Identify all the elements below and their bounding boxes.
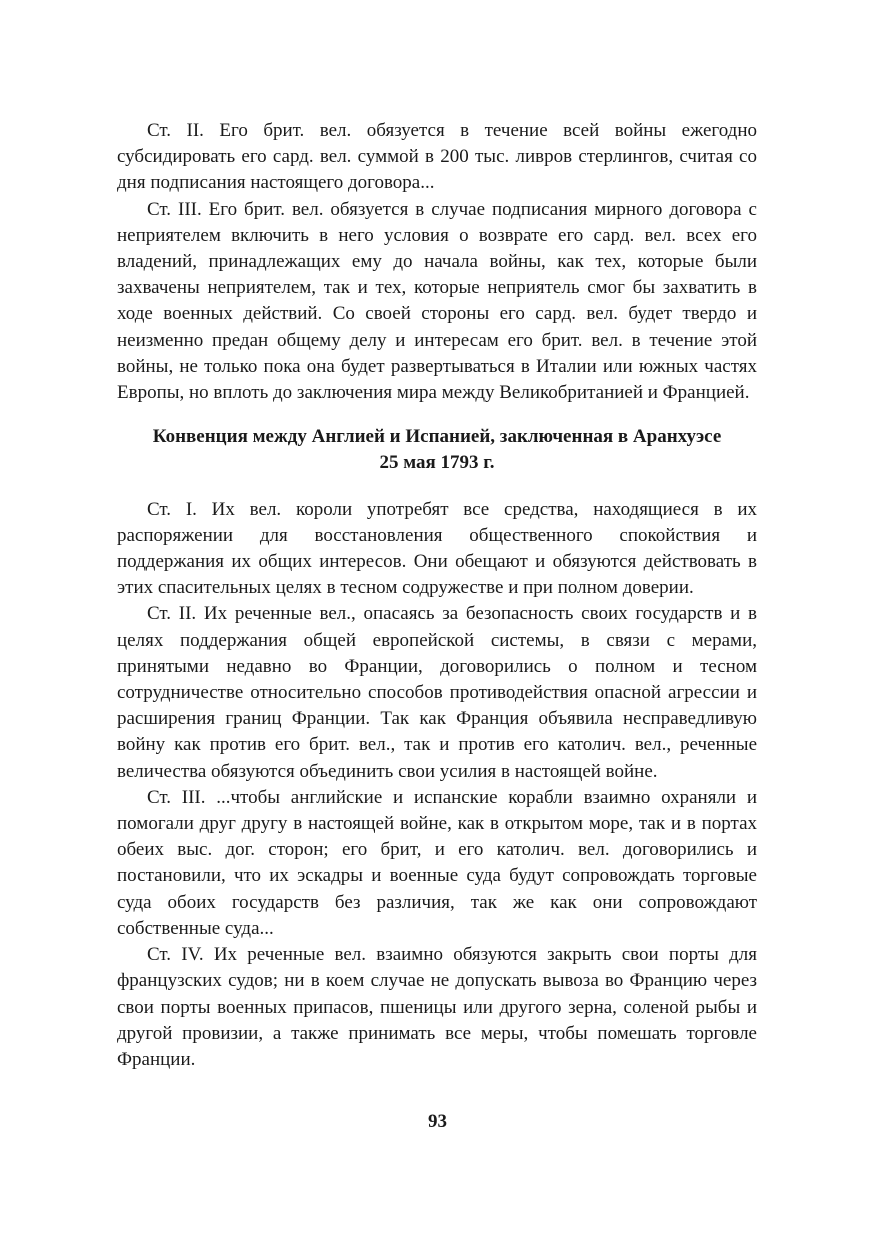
paragraph-article-3-spain: Ст. III. ...чтобы английские и испанские корабли взаимно охраняли и помогали друг другу в настоящей войне, как в открытом море, так и в портах обеих выс. дог. сторон; его брит, и его католич. вел. договорились и постановили, что их эскадры и военные суда будут сопровождать торговые суда обоих государств без различия, так же как они сопровождают собственные суда... [117, 786, 757, 939]
paragraph-article-1-spain: Ст. I. Их вел. короли употребят все средства, находящиеся в их распоряжении для восстановления общественного спокойствия и поддержания их общих интересов. Они обещают и обязуются действовать в этих спасительных целях в тесном содружестве и при полном доверии. [117, 498, 757, 599]
paragraph-article-3-sardinia: Ст. III. Его брит. вел. обязуется в случае подписания мирного договора с неприятелем включить в него условия о возврате его сард. вел. всех его владений, принадлежащих ему до начала войны, как тех, которые были захвачены неприятелем, так и тех, которые неприятель смог бы захватить в ходе военных действий. Со своей стороны его сард. вел. будет твердо и неизменно предан общему делу и интересам его брит. вел. в течение этой войны, не только пока она будет развертываться в Италии или южных частях Европы, но вплоть до заключения мира между Великобританией и Францией. [117, 198, 757, 404]
paragraph-article-4-spain: Ст. IV. Их реченные вел. взаимно обязуются закрыть свои порты для французских судов; ни в коем случае не допускать вывоза во Францию через свои порты военных припасов, пшеницы или другого зерна, соленой рыбы и другой провизии, а также принимать все меры, чтобы помешать торговле Франции. [117, 944, 757, 1070]
paragraph-article-2-sardinia: Ст. II. Его брит. вел. обязуется в течение всей войны ежегодно субсидировать его сард. вел. суммой в 200 тыс. ливров стерлингов, считая со дня подписания настоящего договора... [117, 120, 757, 194]
document-page [117, 118, 757, 1073]
heading-title: Конвенция между Англией и Испанией, заключенная в Аранхуэсе [152, 426, 722, 448]
page-number: 93 [428, 1111, 447, 1132]
paragraph-article-2-spain: Ст. II. Их реченные вел., опасаясь за безопасность своих государств и в целях поддержания общей европейской системы, в связи с мерами, принятыми недавно во Франции, договорились о полном и тесном сотрудничестве относительно способов противодействия опасной агрессии и расширения границ Франции. Так как Франция объявила несправедливую войну как против его брит. вел., так и против его католич. вел., реченные величества обязуются объединить свои усилия в настоящей войне. [117, 603, 757, 782]
section-heading [117, 424, 757, 476]
heading-date: 25 мая 1793 г. [379, 452, 495, 474]
